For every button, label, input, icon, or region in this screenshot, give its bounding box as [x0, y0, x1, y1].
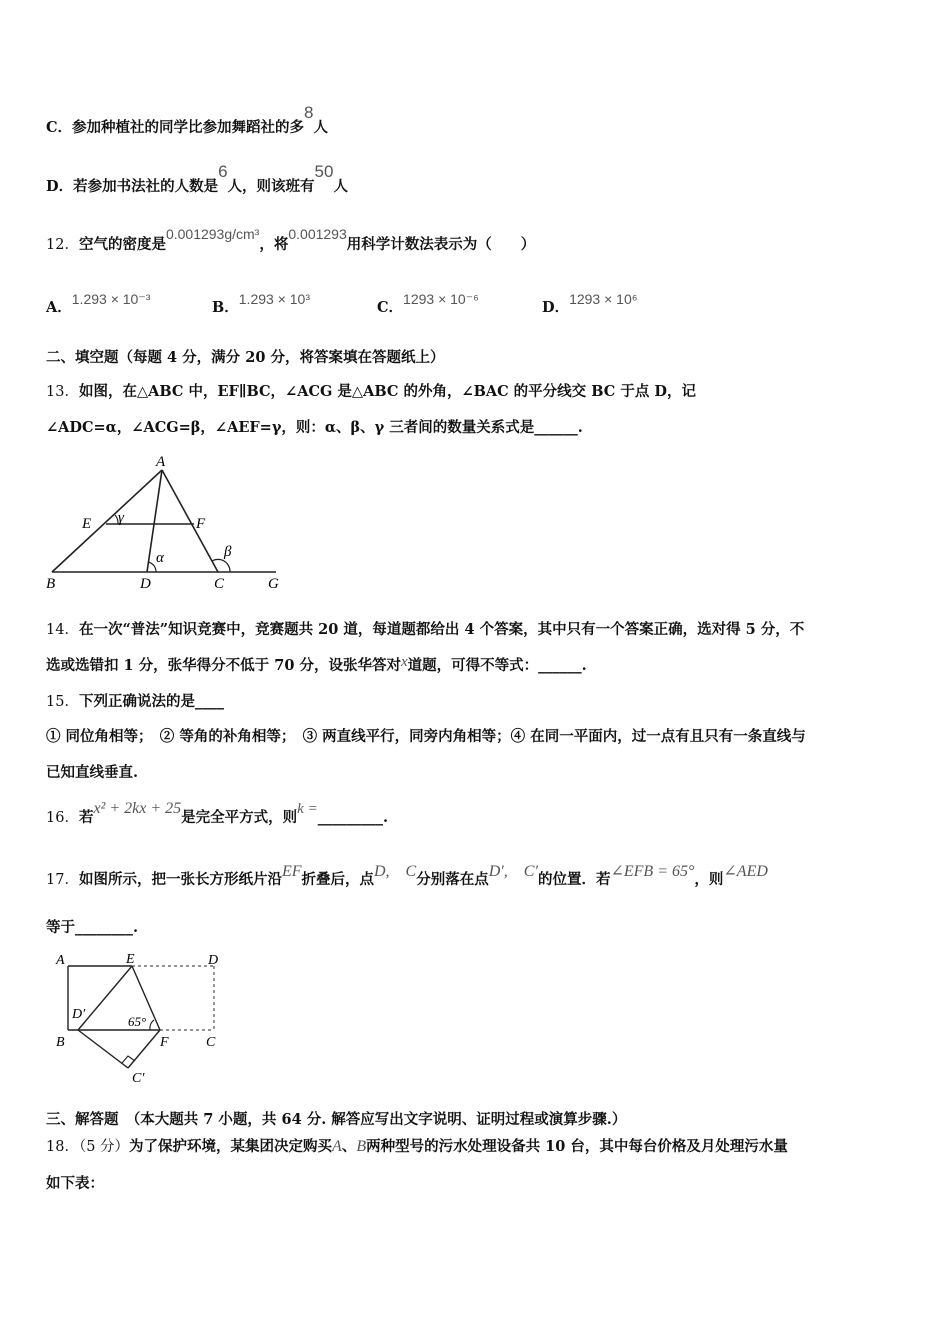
q13-side-ac	[162, 470, 218, 572]
q13-label-c: C	[214, 576, 225, 592]
q11-d-label: D．	[46, 178, 74, 195]
q12-option-c	[377, 291, 479, 317]
q12-number: 12．	[46, 237, 79, 253]
q16-text-mid: 是完全平方式，则	[181, 809, 298, 826]
q12-a-value: 1.293 × 10⁻³	[71, 291, 151, 307]
q12-b-label: B．	[212, 299, 239, 316]
q12-option-d	[542, 291, 638, 317]
q12-option-a	[46, 291, 151, 317]
q14-line-1	[46, 618, 804, 639]
q12-option-b	[212, 291, 310, 317]
q17-edge-ed-prime	[78, 966, 132, 1030]
q16-number: 16．	[46, 810, 79, 826]
q11-c-unit: 人	[313, 119, 329, 136]
q17-label-e: E	[126, 952, 135, 967]
q13-label-beta: β	[224, 544, 232, 560]
section-3-title: 三、解答题 （本大题共 7 小题，共 64 分. 解答应写出文字说明、证明过程或演算步骤.）	[46, 1111, 627, 1128]
q18-line-2: 如下表：	[46, 1175, 104, 1192]
q17-angle-aed: ∠AED	[723, 863, 768, 880]
q11-d-number-1: 6	[218, 162, 228, 181]
q16-line	[46, 800, 388, 827]
q14-text-2-post: 道题，可得不等式：______.	[407, 657, 587, 674]
q13-label-d: D	[140, 576, 151, 592]
q17-line-2: 等于________.	[46, 919, 139, 936]
q17-text-c: 分别落在点	[416, 871, 489, 888]
q13-label-b: B	[46, 576, 56, 592]
q13-label-g: G	[268, 576, 279, 592]
q11-c-label: C．	[46, 119, 73, 136]
q16-expression: x² + 2kx + 25	[93, 800, 182, 817]
q13-side-ab	[52, 470, 162, 572]
q17-label-b: B	[56, 1035, 65, 1050]
section-2-title: 二、填空题（每题 4 分，满分 20 分，将答案填在答题纸上）	[46, 349, 445, 366]
q15-line-3: 已知直线垂直.	[46, 764, 139, 781]
q13-label-e: E	[82, 516, 92, 532]
q13-label-gamma: γ	[118, 510, 124, 526]
q17-points-dc-prime: D′, C′	[488, 863, 538, 880]
q14-text-1: 在一次“普法”知识竞赛中，竞赛题共 20 道，每道题都给出 4 个答案，其中只有一个答案正确，选对得 5 分，不	[78, 621, 805, 638]
q17-edge-cprime-f	[128, 1030, 160, 1068]
q13-alpha-arc	[148, 562, 156, 572]
q14-number: 14．	[46, 622, 79, 638]
q18-type-a: A	[332, 1138, 342, 1155]
q12-text-mid: ，将	[259, 236, 289, 253]
q17-label-angle: 65°	[128, 1014, 147, 1029]
q13-number: 13．	[46, 384, 79, 400]
q13-label-f: F	[196, 516, 206, 532]
q17-folded-paper-figure	[50, 948, 240, 1088]
q14-variable-x: x	[400, 654, 408, 670]
q17-points-dc: D, C	[374, 863, 417, 880]
q15-line-1	[46, 690, 224, 711]
q14-line-2	[46, 654, 587, 675]
q17-label-c: C	[206, 1035, 216, 1050]
q11-c-number: 8	[304, 103, 314, 122]
q16-variable-k: k =	[297, 801, 318, 817]
q11-d-text-mid: 人，则该班有	[227, 178, 315, 195]
q17-label-d: D	[208, 953, 219, 968]
q12-text-pre: 空气的密度是	[78, 236, 166, 253]
q13-line-2: ∠ADC=α，∠ACG=β，∠AEF=γ，则：α、β、γ 三者间的数量关系式是______.	[46, 419, 583, 436]
q18-points: （5 分）	[78, 1139, 130, 1155]
q12-b-value: 1.293 × 10³	[238, 291, 310, 307]
q12-text-post: 用科学计数法表示为（ ）	[346, 236, 536, 253]
q18-text-post: 两种型号的污水处理设备共 10 台，其中每台价格及月处理污水量	[366, 1138, 788, 1155]
q14-text-2-pre: 选或选错扣 1 分，张华得分不低于 70 分，设张华答对	[46, 657, 401, 674]
q11-option-d	[46, 162, 348, 196]
q12-d-label: D．	[542, 299, 570, 316]
q17-label-c-prime: C′	[132, 1071, 145, 1086]
q17-label-d-prime: D′	[72, 1007, 86, 1022]
q17-label-f: F	[160, 1035, 169, 1050]
q11-d-number-2: 50	[314, 162, 334, 181]
q18-line-1	[46, 1135, 788, 1156]
q17-line-1	[46, 863, 768, 889]
q12-density: 0.001293g/cm³	[165, 226, 260, 242]
q17-text-a: 如图所示，把一张长方形纸片沿	[78, 871, 282, 888]
q12-c-label: C．	[377, 299, 404, 316]
q18-type-b: B	[356, 1138, 367, 1155]
q18-separator: 、	[341, 1138, 357, 1155]
q12-a-label: A．	[46, 299, 72, 316]
q15-number: 15．	[46, 694, 79, 710]
q17-label-a: A	[56, 953, 65, 968]
q11-option-c	[46, 103, 329, 137]
q17-text-b: 折叠后，点	[301, 871, 374, 888]
q13-label-alpha: α	[156, 550, 164, 566]
q11-d-unit: 人	[333, 178, 348, 195]
q16-text-pre: 若	[78, 809, 94, 826]
q15-text-1: 下列正确说法的是____	[78, 693, 224, 710]
q17-ef: EF	[281, 863, 302, 880]
q17-angle-arc	[150, 1020, 154, 1030]
q17-text-e: ，则	[694, 871, 724, 888]
q12-c-value: 1293 × 10⁻⁶	[403, 291, 479, 307]
q13-label-a: A	[156, 454, 166, 470]
q11-d-text: 若参加书法社的人数是	[73, 178, 219, 195]
q18-number: 18．	[46, 1139, 79, 1155]
q17-edge-dprime-cprime	[78, 1030, 128, 1068]
q17-text-d: 的位置．若	[537, 871, 611, 888]
q12-value: 0.001293	[288, 226, 347, 242]
q13-text-1: 如图，在△ABC 中，EF∥BC，∠ACG 是△ABC 的外角，∠BAC 的平分线交 BC 于点 D，记	[78, 383, 696, 400]
q11-c-text: 参加种植社的同学比参加舞蹈社的多	[72, 119, 305, 136]
q13-line-1	[46, 380, 696, 401]
q17-angle-efb: ∠EFB = 65°	[610, 863, 695, 880]
q17-number: 17．	[46, 872, 79, 888]
q13-triangle-figure	[44, 452, 294, 592]
q15-line-2: ① 同位角相等； ② 等角的补角相等； ③ 两直线平行，同旁内角相等；④ 在同一平面内，过一点有且只有一条直线与	[46, 728, 806, 745]
q12-stem	[46, 226, 536, 254]
q16-text-post: _________.	[317, 809, 388, 826]
q12-d-value: 1293 × 10⁶	[569, 291, 638, 307]
q18-text-pre: 为了保护环境，某集团决定购买	[129, 1138, 333, 1155]
